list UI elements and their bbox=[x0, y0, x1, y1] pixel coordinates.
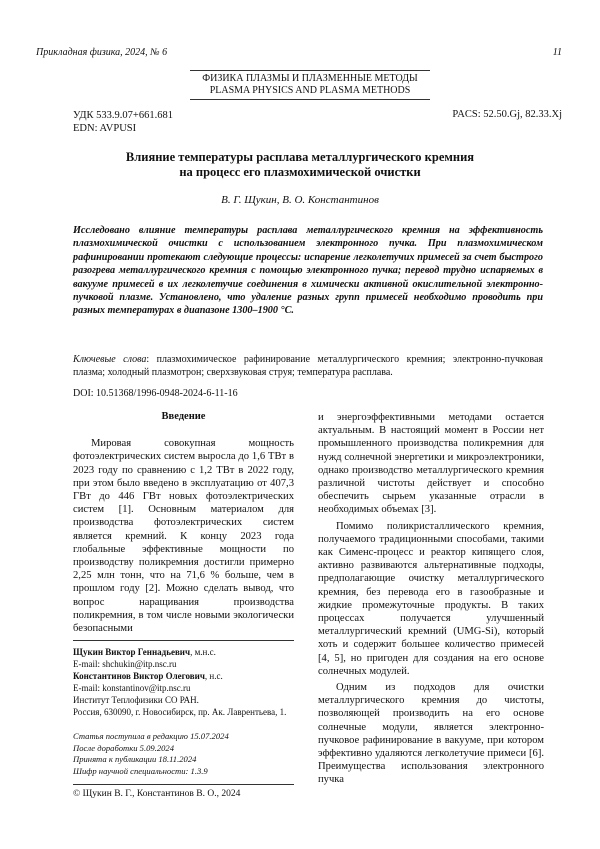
section-rule-top bbox=[190, 70, 430, 71]
pacs-code: PACS: 52.50.Gj, 82.33.Xj bbox=[452, 109, 562, 120]
specialty-code: Шифр научной специальности: 1.3.9 bbox=[73, 765, 208, 776]
author-2 bbox=[73, 670, 303, 682]
left-column bbox=[73, 410, 294, 635]
address: Россия, 630090, г. Новосибирск, пр. Ак. Лаврентьева, 1. bbox=[73, 707, 287, 717]
right-paragraph-2: Помимо поликристаллического кремния, получаемого традиционными способами, такими как Сименс-процесс и реактор кипящего слоя, активно развиваются альтернативные подходы, предполагающие очистку металлургического кремния, без перевода его в газообразные и жидкие промежуточные продукты. В таких процессах получается улучшенный металлургический кремний (UMG-Si), который хоть и содержит большее количество примесей [4, 5], но пригоден для создания на его основе солнечных модулей. bbox=[318, 520, 544, 677]
copyright-separator bbox=[73, 784, 294, 785]
article-meta-left bbox=[73, 109, 173, 135]
authors: В. Г. Щукин, В. О. Константинов bbox=[221, 194, 379, 206]
keywords-text: : плазмохимическое рафинирование металлургического кремния; электронно-пучковая плазма; холодный плазмотрон; сверхзвуковая струя; температура расплава. bbox=[73, 354, 543, 378]
author-2-email: E-mail: konstantinov@itp.nsc.ru bbox=[73, 683, 191, 693]
title-line-2: на процесс его плазмохимической очистки bbox=[179, 165, 421, 179]
right-paragraph-3: Одним из подходов для очистки металлургического кремния до чистоты, позволяющей производить на его основе солнечные модули, является электронно-пучковое рафинирование в вакууме, при котором эффективно удаляются легколетучие примеси [6]. Преимущества использования электронного пучка bbox=[318, 682, 544, 786]
date-revised: После доработки 5.09.2024 bbox=[73, 742, 175, 753]
page-number: 11 bbox=[552, 47, 562, 58]
section-title-ru: ФИЗИКА ПЛАЗМЫ И ПЛАЗМЕННЫЕ МЕТОДЫ bbox=[202, 73, 418, 84]
author-1-name: Щукин Виктор Геннадьевич bbox=[73, 647, 191, 657]
edn-code: EDN: AVPUSI bbox=[73, 123, 137, 134]
author-2-name: Константинов Виктор Олегович bbox=[73, 671, 205, 681]
footnote-separator bbox=[73, 640, 294, 641]
abstract: Исследовано влияние температуры расплава металлургического кремния на эффективность плазмохимической очистки с использованием электронного пучка. При плазмохимическом рафинировании протекают следующие процессы: испарение легколетучих примесей за счет быстрого разогрева металлургического кремния с помощью электронного пучка; перевод трудно испаряемых в вакууме примесей в их легколетучие соединения в химически активной окислительной электронно-пучковой плазме. Установлено, что удаление разных групп примесей необходимо проводить при разных температурах в диапазоне 1300–1900 °С. bbox=[73, 225, 543, 317]
intro-heading: Введение bbox=[161, 411, 206, 422]
copyright: © Щукин В. Г., Константинов В. О., 2024 bbox=[73, 789, 241, 799]
author-info bbox=[73, 646, 303, 718]
date-accepted: Принята к публикации 18.11.2024 bbox=[73, 754, 197, 764]
journal-running-head: Прикладная физика, 2024, № 6 bbox=[36, 47, 168, 58]
udk-code: УДК 533.9.07+661.681 bbox=[73, 110, 173, 121]
right-paragraph-1: и энергоэффективными методами остается актуальным. В настоящий момент в России нет промышленного производства поликремния для нужд солнечной энергетики и микроэлектроники, однако производство металлургического кремния различной чистоты действует и способно обеспечить сырьем указанные отрасли в необходимых объемах [3]. bbox=[318, 412, 544, 516]
section-title-en: PLASMA PHYSICS AND PLASMA METHODS bbox=[209, 85, 411, 96]
author-1-degree: , м.н.с. bbox=[190, 647, 216, 657]
institute: Институт Теплофизики СО РАН. bbox=[73, 695, 199, 705]
intro-paragraph-1: Мировая совокупная мощность фотоэлектрических систем выросла до 1,6 ТВт в 2023 году по сравнению с 1,2 ТВт в 2022 году, при этом было введено в эксплуатацию от 407,3 ГВт до 446 ГВт новых фотоэлектрических систем [1]. Основным материалом для производства фотоэлектрических систем является кремний. К концу 2023 года глобальные эффективные мощности по производству поликремния достигли примерно 2,25 млн тонн, что на 71,6 % больше, чем в прошлом году [2]. Можно сделать вывод, что вопрос наращивания производства поликремния, в том числе новыми экологически безопасными bbox=[73, 438, 294, 635]
right-column bbox=[318, 411, 544, 787]
section-rule-bottom bbox=[190, 99, 430, 100]
section-heading bbox=[190, 73, 430, 97]
author-1-email: E-mail: shchukin@itp.nsc.ru bbox=[73, 659, 177, 669]
article-dates bbox=[73, 731, 294, 777]
keywords-label: Ключевые слова bbox=[73, 354, 147, 365]
keywords bbox=[73, 353, 543, 379]
author-2-degree: , н.с. bbox=[204, 671, 223, 681]
doi: DOI: 10.51368/1996-0948-2024-6-11-16 bbox=[73, 388, 238, 399]
date-received: Статья поступила в редакцию 15.07.2024 bbox=[73, 731, 229, 741]
article-title bbox=[60, 150, 540, 180]
title-line-1: Влияние температуры расплава металлургического кремния bbox=[125, 150, 475, 164]
author-1 bbox=[73, 646, 303, 658]
